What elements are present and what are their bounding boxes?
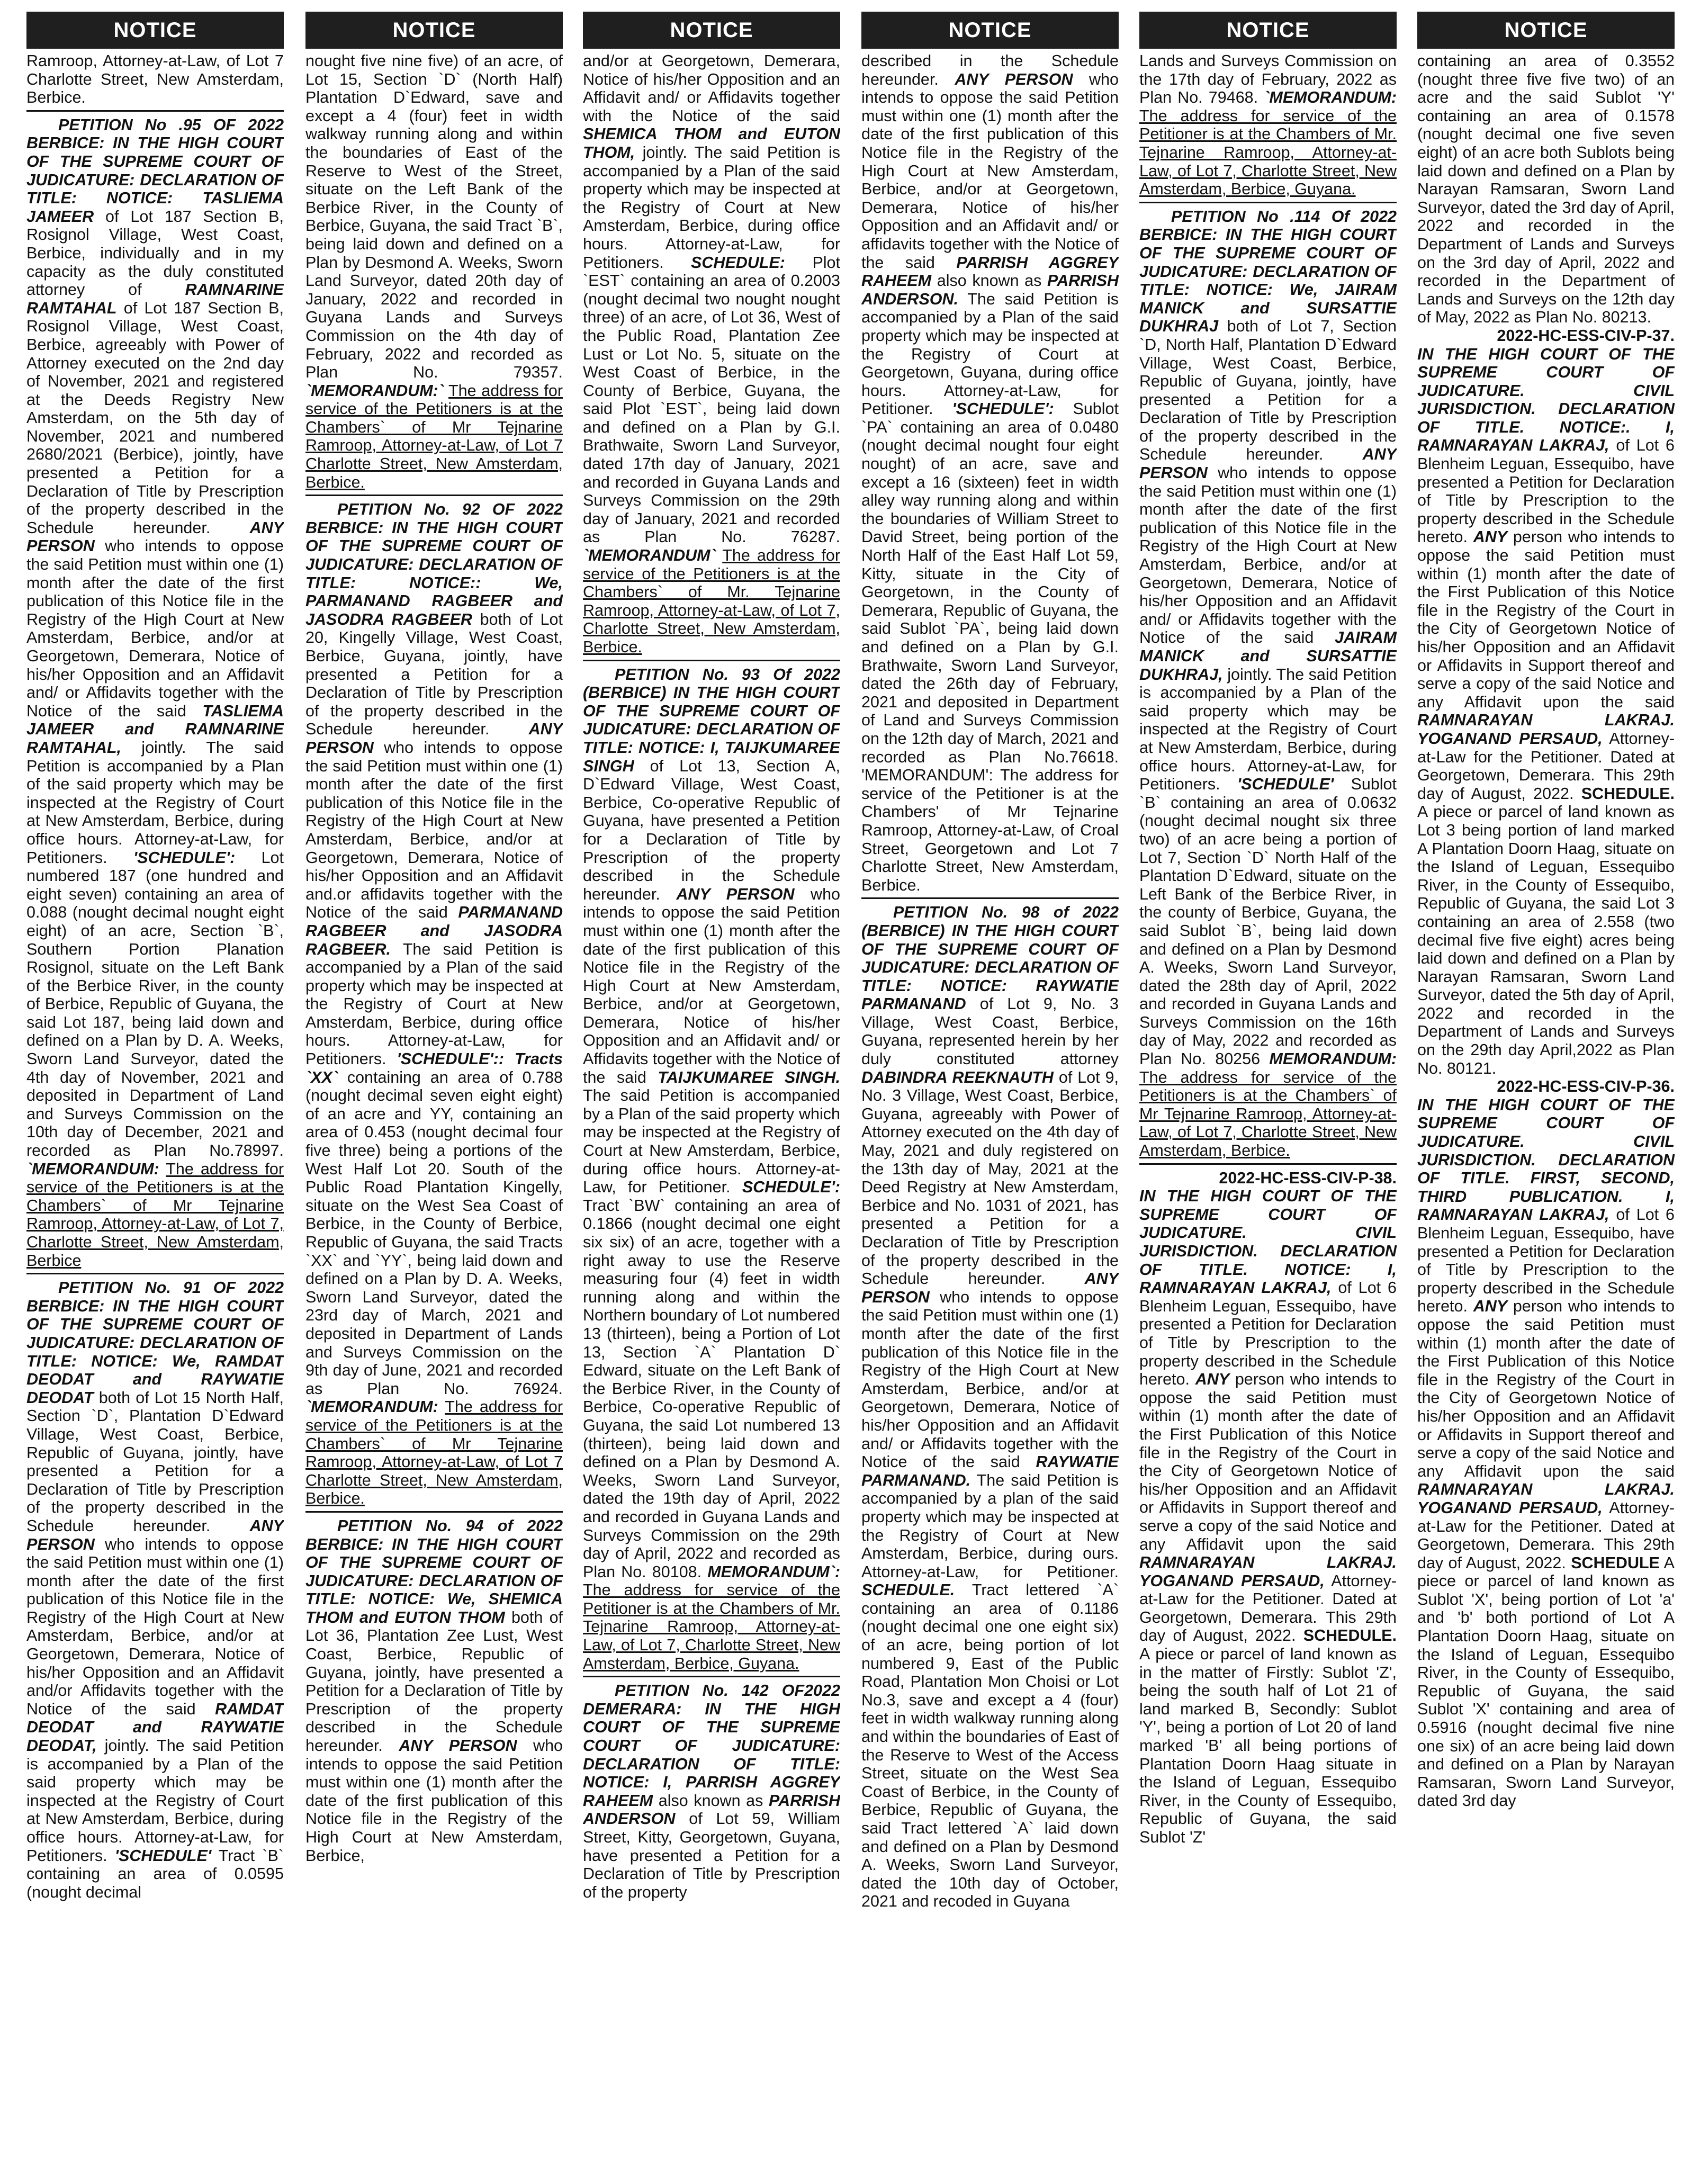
notice-text: who intends to oppose the said Petition must within one (1) month after the date of the first publication of this Notice file in the Registry of the High Court at New Amsterdam, Berbice, and/or at Georgetown, Demerara, Notice of his/her Opposition and an Affidavit and/ or Affidavits together with the Notice of the said — [26, 537, 284, 720]
notice-text: of Lot 59, William Street, Kitty, Georgetown, Guyana, have presented a Petition for a Declaration of Title by Prescription of the property — [583, 1810, 840, 1901]
notice-text: who intends to oppose the said Petition must within one (1) month after the date of the first publication of this Notice file in the Registry of the High Court at New Amsterdam, Berbice, and/or at Georgetown, Demerara, Notice of his/her Opposition and an Affidavit and/ or Affidavits together with the Notice of the said — [1139, 464, 1397, 647]
party-name: RAYWATIE PARMANAND. — [861, 1453, 1119, 1489]
notice-text: both of Lot 7, Section `D, North Half, Plantation D`Edward Village, West Coast, Berbice, Republic of Guyana, jointly, have presented a Petition for a Declaration of Title by Prescription of the property described in the Schedule hereunder. — [1139, 317, 1397, 464]
notice-column-4 — [861, 12, 1119, 2174]
notice-text: nought five nine five) of an acre, of Lot 15, Section `D` (North Half) Plantation D`Edward, save and except a 4 (four) feet in width walkway running along and within the boundaries of East of the Reserve to West of the Street, situate on the Left Bank of the Berbice River, in the County of Berbice, Guyana, the said Tract `B`, being laid down and defined on a Plan by Desmond A. Weeks, Sworn Land Surveyor, dated 20th day of January, 2022 and recorded in Guyana Lands and Surveys Commission on the 4th day of February, 2022 and recorded as Plan No. 79357. — [305, 52, 563, 382]
notice-text: jointly. The said Petition is accompanied by a Plan of the said property which may be inspected at the Registry of Court at New Amsterdam, Berbice, during office hours. Attorney-at-Law, for Petitioners. — [26, 738, 284, 867]
party-name: PARMANAND RAGBEER and JASODRA RAGBEER. — [305, 903, 563, 958]
notice-text: Sublot `B` containing an area of 0.0632 (nought decimal nought six three two) of an acre being a portion of Lot 7, Section `D` North Half of the Plantation D`Edward, situate on the Left Bank of the Berbice River, in the county of Berbice, Guyana, the said Sublot `B`, being laid down and defined on a Plan by Desmond A. Weeks, Sworn Land Surveyor, dated the 28th day of April, 2022 and recorded in Guyana Lands and Surveys Commission on the 16th day of May, 2022 and recorded as Plan No. 80256 — [1139, 775, 1397, 1068]
schedule-label: 'SCHEDULE':: Tracts `XX` — [305, 1050, 563, 1086]
notice-text: Plot `EST` containing an area of 0.2003 (nought decimal two nought nought three) of an acre, of Lot 36, West of the Public Road, Plantation Zee Lust or Lot No. 5, situate on the West Coast of Berbice, in the County of Berbice, Guyana, the said Plot `EST`, being laid down and defined on a Plan by G.I. Brathwaite, Sworn Land Surveyor, dated 17th day of January, 2021 and recorded in Guyana Lands and Surveys Commission on the 29th day of January, 2021 and recorded as Plan No. 76287. — [583, 253, 840, 546]
notice-column-6 — [1417, 12, 1675, 2174]
memorandum-label: `MEMORANDUM: — [305, 1398, 438, 1416]
notice-text: The address for service of the Petitioners is at the Chambers` of Mr Tejnarine Ramroop, Attorney-at-Law, of Lot 7, Charlotte Street, New Amsterdam, Berbice. — [1139, 1068, 1397, 1160]
schedule-label: SCHEDULE': — [742, 1178, 840, 1197]
any-person-label: ANY PERSON — [399, 1737, 517, 1755]
notice-text: who intends to oppose the said Petition must within one (1) month after the date of the first publication of this Notice file in the Registry of the High Court at New Amsterdam, Berbice, and/or at Georgetown, Demerara, Notice of his/her Opposition and an Affidavit and.or affidavits together with the Notice of the said — [305, 738, 563, 922]
notice-text: who intends to oppose the said Petition must within one (1) month after the date of the first publication of this Notice file in the Registry of the High Court at New Amsterdam, Berbice, and/or at Georgetown, Demerara, Notice of his/her Opposition and an Affidavit and/ or affidavits together with the Notice of the said — [861, 70, 1119, 272]
schedule-label: SCHEDULE: — [691, 253, 785, 272]
notice-text: who intends to oppose the said Petition must within one (1) month after the date of the first publication of this Notice file in the Registry of the High Court at New Amsterdam, Berbice, and/or at Georgetown, Demerara, Notice of his/her Opposition and an Affidavit and/ or Affidavits together with the Notice of the said — [861, 1288, 1119, 1471]
notice-text: both of Lot 15 North Half, Section `D`, Plantation D`Edward Village, West Coast, Berbice, Republic of Guyana, jointly, have presented a Petition for a Declaration of Title by Prescription of the property described in the Schedule hereunder. — [26, 1388, 284, 1535]
notice-text: of Lot 187 Section B, Rosignol Village, West Coast, Berbice, agreeably with Power of Attorney executed on the 2nd day of November, 2021 and registered at the Deeds Registry New Amsterdam, on the 5th day of November, 2021 and numbered 2680/2021 (Berbice), jointly, have presented a Petition for a Declaration of Title by Prescription of the property described in the Schedule hereunder. — [26, 299, 284, 537]
notice-text: The address for service of the Petitioners is at the Chambers` of Mr Tejnarine Ramroop, Attorney-at-Law, of Lot 7 Charlotte Street, New Amsterdam, Berbice. — [305, 1398, 563, 1508]
court-heading: IN THE HIGH COURT OF THE SUPREME COURT OF JUDICATURE. CIVIL JURISDICTION. DECLARATION OF TITLE. NOTICE:. I, RAMNARAYAN LAKRAJ, — [1417, 345, 1675, 455]
notice-text: both of Lot 20, Kingelly Village, West Coast, Berbice, Guyana, jointly, have presented a Petition for a Declaration of Title by Prescription of the property described in the Schedule hereunder. — [305, 610, 563, 739]
notice-column-2 — [305, 12, 563, 2174]
any-person-label: ANY PERSON — [26, 1516, 284, 1553]
notice-text: of Lot 9, No. 3 Village, West Coast, Berbice, Guyana, represented herein by her duly constituted attorney — [861, 995, 1119, 1068]
notice-text: A piece or parcel of land known as in the matter of Firstly: Sublot 'Z', being the south half of Lot 21 of land marked B, Secondly: Sublot 'Y', being a portion of Lot 20 of land marked 'B' all being portions of Plantation Doorn Haag situate in the Island of Leguan, Essequibo River, in the County of Essequibo, Republic of Guyana, the said Sublot 'Z' — [1139, 1645, 1397, 1846]
memorandum-label: `MEMORANDUM` — [583, 546, 716, 565]
notice-text: The address for service of the Petitioners is at the Chambers` of Mr Tejnarine Ramroop, Attorney-at-Law, of Lot 7, Charlotte Street, New Amsterdam, Berbice — [26, 1160, 284, 1270]
court-heading: IN THE HIGH COURT OF THE SUPREME COURT OF JUDICATURE. CIVIL JURISDICTION. DECLARATION OF TITLE. NOTICE: I, RAMNARAYAN LAKRAJ, — [1139, 1187, 1397, 1297]
notice-text: containing an area of 0.3552 (nought three five five two) of an acre and the said Sublot 'Y' containing an area of 0.1578 (nought decimal one five seven eight) of an acre both Sublots being laid down and defined on a Plan by Narayan Ramsaran, Sworn Land Surveyor, dated the 3rd day of April, 2022 and recorded in the Department of Lands and Surveys on the 3rd day of April, 2022 and recorded in the Department of Lands and Surveys on the 12th day of May, 2022 as Plan No. 80213. — [1417, 52, 1675, 327]
schedule-label: SCHEDULE. — [1303, 1626, 1397, 1645]
memorandum-label: `MEMORANDUM: — [1264, 88, 1397, 107]
party-name: JAIRAM MANICK and SURSATTIE DUKHRAJ, — [1139, 628, 1397, 684]
case-number: 2022-HC-ESS-CIV-P-36. — [1497, 1077, 1675, 1096]
notice-text: Sublot `PA` containing an area of 0.0480 (nought decimal nought four eight nought) of an acre, save and except a 16 (sixteen) feet in width alley way running along and within the boundaries of William Street to David Street, being portion of the North Half of the East Half Lot 59, Kitty, situate in the City of Georgetown, in the County of Demerara, Republic of Guyana, the said Sublot `PA`, being laid down and defined on a Plan by G.I. Brathwaite, Sworn Land Surveyor, dated the 26th day of February, 2021 and deposited in Department of Land and Surveys Commission on the 12th day of March, 2021 and recorded as Plan No.76618. 'MEMORANDUM': The address for service of the Petitioner is at the Chambers' of Mr Tejnarine Ramroop, Attorney-at-Law, of Croal Street, Georgetown and Lot 7 Charlotte Street, New Amsterdam, Berbice. — [861, 400, 1119, 894]
party-name: DABINDRA REEKNAUTH — [861, 1068, 1054, 1086]
any-person-label: ANY PERSON — [676, 885, 795, 903]
case-number: 2022-HC-ESS-CIV-P-37. — [1497, 326, 1675, 345]
party-name: RAMNARINE RAMTAHAL — [26, 281, 284, 317]
petition-heading: PETITION No. 142 OF2022 DEMERARA: IN THE HIGH COURT OF THE SUPREME COURT OF JUDICATURE: DECLARATION OF TITLE: NOTICE: I, PARRISH AGGREY RAHEEM — [583, 1682, 840, 1810]
schedule-label: 'SCHEDULE': — [952, 400, 1054, 418]
notice-text: containing an area of 0.788 (nought decimal seven eight eight) of an acre and YY, containing an area of 0.453 (nought decimal four five three) being a portions of the West Half Lot 20. South of the Public Road Plantation Kingelly, situate on the West Sea Coast of Berbice, in the County of Berbice, Republic of Guyana, the said Tracts `XX` and `YY`, being laid down and defined on a Plan by D. A. Weeks, Sworn Land Surveyor, dated the 23rd day of March, 2021 and deposited in Department of Lands and Surveys Commission on the 9th day of June, 2021 and recorded as Plan No. 76924. — [305, 1068, 563, 1398]
column-header: NOTICE — [583, 12, 840, 49]
column-body — [1417, 52, 1675, 1810]
any-person-label: ANY — [1473, 528, 1508, 546]
notice-text: Lot numbered 187 (one hundred and eight seven) containing an area of 0.088 (nought decimal nought eight eight) of an acre, Section `B`, Southern Portion Planation Rosignol, situate on the Left Bank of the Berbice River, in the county of Berbice, Republic of Guyana, the said Lot 187, being laid down and defined on a Plan by D. A. Weeks, Sworn Land Surveyor, dated the 4th day of November, 2021 and deposited in Department of Land and Surveys Commission on the 10th day of December, 2021 and recorded as Plan No.78997. — [26, 848, 284, 1160]
notice-text: jointly. The said Petition is accompanied by a Plan of the said property which may be inspected at the Registry of Court at New Amsterdam, Berbice, during office hours. Attorney-at-Law, for Petitioners. — [583, 143, 840, 272]
notice-text: of Lot 6 Blenheim Leguan, Essequibo, have presented a Petition for Declaration of Title by Prescription to the property described in the Schedule hereto. — [1417, 1206, 1675, 1316]
notice-column-5 — [1139, 12, 1397, 2174]
any-person-label: ANY PERSON — [1139, 445, 1397, 482]
notice-text: The address for service of the Petitioner is at the Chambers of Mr. Tejnarine Ramroop, Attorney-at-Law, of Lot 7, Charlotte Street, New Amsterdam, Berbice, Guyana. — [1139, 106, 1397, 199]
notice-text: The said Petition is accompanied by a Plan of the said property which may be inspected at the Registry of Court at New Amsterdam, Berbice, during office hours. Attorney-at-Law, for Petitioners. — [305, 940, 563, 1068]
separator-rule — [1139, 202, 1397, 203]
notice-text: who intends to oppose the said Petition must within one (1) month after the date of the first publication of this Notice file in the Registry of the High Court at New Amsterdam, Berbice, — [305, 1737, 563, 1865]
memorandum-label: `MEMORANDUM: — [26, 1160, 159, 1178]
memorandum-label: MEMORANDUM`: — [707, 1562, 840, 1581]
notice-text: A piece or parcel of land known as Lot 3 being portion of land marked A Plantation Doorn Haag, situate on the Island of Leguan, Essequibo River, in the County of Essequibo, Republic of Guyana, the said Lot 3 containing an area of 2.558 (two decimal five five eight) acres being laid down and defined on a Plan by Narayan Ramsaran, Sworn Land Surveyor, dated the 5th day of April, 2022 and recorded in the Department of Lands and Surveys on the 29th day April,2022 as Plan No. 80121. — [1417, 803, 1675, 1077]
notice-text: Attorney-at-Law for the Petitioner. Dated at Georgetown, Demerara. This 29th day of August, 2022. — [1417, 729, 1675, 803]
column-body — [583, 52, 840, 1901]
party-name: PARRISH ANDERSON — [583, 1791, 840, 1828]
notice-text: jointly. The said Petition is accompanied by a Plan of the said property which may be inspected at the Registry of Court at New Amsterdam, Berbice, during office hours. Attorney-at-Law, for Petitioners. — [26, 1737, 284, 1865]
notice-text: The address for service of the Petitioners is at the Chambers` of Mr. Tejnarine Ramroop, Attorney-at-Law, of Lot 7, Charlotte Street, New Amsterdam, Berbice. — [583, 546, 840, 656]
schedule-label: 'SCHEDULE': — [133, 848, 236, 867]
column-body — [305, 52, 563, 1865]
notice-text: who intends to oppose the said Petition must within one (1) month after the date of the first publication of this Notice file in the Registry of the High Court at New Amsterdam, Berbice, and/or at Georgetown, Demerara, Notice of his/her Opposition and an Affidavit and/or Affidavits together with the Notice of the said — [26, 1535, 284, 1718]
notice-text: Tract `B` containing an area of 0.0595 (nought decimal — [26, 1846, 284, 1901]
notice-column-1 — [26, 12, 284, 2174]
schedule-label: 'SCHEDULE' — [114, 1846, 212, 1865]
notice-text: who intends to oppose the said Petition must within one (1) month after the date of the first publication of this Notice file in the Registry of the High Court at New Amsterdam, Berbice, and/or at Georgetown, Demerara, Notice of his/her Opposition and an Affidavit and/ or Affidavits together with the Notice of the said — [583, 885, 840, 1086]
notice-text: A piece or parcel of land known as Sublot 'X', being portion of Lot 'a' and 'b' both portiond of Lot A Plantation Doorn Haag, situate on the Island of Leguan, Essequibo River, in the County of Essequibo, Republic of Guyana, the said Sublot 'X' containing and area of 0.5916 (nought decimal five nine one six) of an acre being laid down and defined on a Plan by Narayan Ramsaran, Sworn Land Surveyor, dated 3rd day — [1417, 1553, 1675, 1810]
separator-rule — [26, 1273, 284, 1274]
column-header: NOTICE — [26, 12, 284, 49]
separator-rule — [583, 1676, 840, 1677]
notice-text: jointly. The said Petition is accompanied by a Plan of the said property which may be inspected at the Registry of Court at New Amsterdam, Berbice, during office hours. Attorney-at-Law, for Petitioners. — [1139, 665, 1397, 794]
party-name: RAMNARAYAN LAKRAJ. YOGANAND PERSAUD, — [1417, 711, 1675, 748]
party-name: RAMDAT DEODAT and RAYWATIE DEODAT, — [26, 1700, 284, 1755]
petition-heading: PETITION No. 94 of 2022 BERBICE: IN THE HIGH COURT OF THE SUPREME COURT OF JUDICATURE: DECLARATION OF TITLE: NOTICE: We, SHEMICA THOM and EUTON THOM — [305, 1516, 563, 1626]
notice-text: of Lot 6 Blenheim Leguan, Essequibo, have presented a Petition for Declaration of Title by Prescription to the property described in the Schedule hereto. — [1417, 436, 1675, 546]
notice-text: person who intends to oppose the said Petition must within (1) month after the date of the First Publication of this Notice file in the Registry of the Court in the City of Georgetown Notice of his/her Opposition and an Affidavit or Affidavits in Support thereof and serve a copy of the said Notice and any Affidavit upon the said — [1139, 1370, 1397, 1553]
schedule-label: 'SCHEDULE' — [1237, 775, 1334, 794]
column-header: NOTICE — [1417, 12, 1675, 49]
notice-text: Attorney-at-Law for the Petitioner. Dated at Georgetown, Demerara. This 29th day of August, 2022. — [1139, 1571, 1397, 1645]
any-person-label: ANY PERSON — [861, 1270, 1119, 1306]
party-name: TAIJKUMAREE SINGH. — [658, 1068, 840, 1086]
column-body — [861, 52, 1119, 1911]
petition-heading: PETITION No .114 Of 2022 BERBICE: IN THE HIGH COURT OF THE SUPREME COURT OF JUDICATURE: DECLARATION OF TITLE: NOTICE: We, JAIRAM MANICK and SURSATTIE DUKHRAJ — [1139, 207, 1397, 336]
any-person-label: ANY PERSON — [955, 70, 1073, 88]
petition-heading: PETITION No. 98 of 2022 (BERBICE) IN THE HIGH COURT OF THE SUPREME COURT OF JUDICATURE: DECLARATION OF TITLE: NOTICE: RAYWATIE PARMANAND — [861, 903, 1119, 1013]
party-name: RAMNARAYAN LAKRAJ. YOGANAND PERSAUD, — [1417, 1480, 1675, 1517]
column-header: NOTICE — [305, 12, 563, 49]
notice-column-3 — [583, 12, 840, 2174]
notice-text: also known as — [658, 1791, 763, 1810]
any-person-label: ANY PERSON — [305, 720, 563, 757]
notice-text: of Lot 9, No. 3 Village, West Coast, Berbice, Guyana, agreeably with Power of Attorney executed on the 4th day of May, 2021 and duly registered on the 13th day of May, 2021 at the Deed Registry at New Amsterdam, Berbice and No. 1031 of 2021, has presented a Petition for a Declaration of Title by Prescription of the property described in the Schedule hereunder. — [861, 1068, 1119, 1288]
notice-text: Tract lettered `A` containing an area of 0.1186 (nought decimal one one eight six) of an acre, being portion of lot numbered 9, East of the Public Road, Plantation Mon Choisi or Lot No.3, save and except a 4 (four) feet in width walkway running along and within the boundaries of East of the Reserve to West of the Access Street, situate on the West Sea Coast of Berbice, in the County of Berbice, Republic of Guyana, the said Tract lettered `A` laid down and defined on a Plan by Desmond A. Weeks, Sworn Land Surveyor, dated the 10th day of October, 2021 and recoded in Guyana — [861, 1581, 1119, 1911]
separator-rule — [861, 897, 1119, 899]
party-name: TASLIEMA JAMEER and RAMNARINE RAMTAHAL, — [26, 702, 284, 757]
schedule-label: SCHEDULE. — [1581, 784, 1675, 803]
notice-text: of Lot 187 Section B, Rosignol Village, West Coast, Berbice, individually and in my capacity as the duly constituted attorney of — [26, 207, 284, 299]
column-body — [26, 52, 284, 1901]
petition-heading: PETITION No .95 OF 2022 BERBICE: IN THE HIGH COURT OF THE SUPREME COURT OF JUDICATURE: DECLARATION OF TITLE: NOTICE: TASLIEMA JAMEER — [26, 115, 284, 226]
party-name: RAMNARAYAN LAKRAJ. YOGANAND PERSAUD, — [1139, 1553, 1397, 1590]
notice-text: person who intends to oppose the said Petition must within (1) month after the date of the First Publication of this Notice file in the Registry of the Court in the City of Georgetown Notice of his/her Opposition and an Affidavit or Affidavits in Support thereof and serve a copy of the said Notice and any Affidavit upon the said — [1417, 528, 1675, 711]
petition-heading: PETITION No. 92 OF 2022 BERBICE: IN THE HIGH COURT OF THE SUPREME COURT OF JUDICATURE: DECLARATION OF TITLE: NOTICE:: We, PARMANAND RAGBEER and JASODRA RAGBEER — [305, 500, 563, 628]
any-person-label: ANY — [1473, 1297, 1508, 1316]
notice-text: and/or at Georgetown, Demerara, Notice of his/her Opposition and an Affidavit and/ or Affidavits together with the Notice of the said — [583, 52, 840, 125]
memorandum-label: MEMORANDUM: — [1269, 1050, 1397, 1068]
separator-rule — [305, 495, 563, 496]
any-person-label: ANY PERSON — [26, 518, 284, 555]
notice-text: Tract `BW` containing an area of 0.1866 (nought decimal one eight six six) of an acre, together with a right away to use the Reserve measuring four (4) feet in width running along and within the Northern boundary of Lot numbered 13 (thirteen), being a Portion of Lot 13, Section `A` Plantation D` Edward, situate on the Left Bank of the Berbice River, in the County of Berbice, Co-operative Republic of Guyana, the said Lot numbered 13 (thirteen), being laid down and defined on a Plan by Desmond A. Weeks, Sworn Land Surveyor, dated the 19th day of April, 2022 and recorded in Guyana Lands and Surveys Commission on the 29th day of April, 2022 and recorded as Plan No. 80108. — [583, 1196, 840, 1581]
party-name: SHEMICA THOM and EUTON THOM, — [583, 125, 840, 161]
notice-text: described in the Schedule hereunder. — [861, 52, 1119, 88]
notice-text: The said Petition is accompanied by a Plan of the said property which may be inspected at the Registry of Court at New Amsterdam, Berbice, during office hours. Attorney-at-Law, for Petitioner. — [583, 1086, 840, 1197]
memorandum-label: `MEMORANDUM:` — [305, 381, 444, 400]
notice-text: Lands and Surveys Commission on the 17th day of February, 2022 as Plan No. 79468. — [1139, 52, 1397, 107]
petition-heading: PETITION No. 93 Of 2022 (BERBICE) IN THE HIGH COURT OF THE SUPREME COURT OF JUDICATURE: DECLARATION OF TITLE: NOTICE: I, TAIJKUMAREE SINGH — [583, 665, 840, 775]
notice-text: of Lot 13, Section A, D`Edward Village, West Coast, Berbice, Co-operative Republic of Guyana, have presented a Petition for a Declaration of Title by Prescription of the property described in the Schedule hereunder. — [583, 757, 840, 903]
notice-text: of Lot 6 Blenheim Leguan, Essequibo, have presented a Petition for Declaration of Title by Prescription to the property described in the Schedule hereto. — [1139, 1279, 1397, 1389]
any-person-label: ANY — [1195, 1370, 1230, 1389]
column-header: NOTICE — [861, 12, 1119, 49]
party-name: PARRISH AGGREY RAHEEM — [861, 253, 1119, 290]
party-name: PARRISH ANDERSON. — [861, 272, 1119, 308]
notice-text: The address for service of the Petitioner is at the Chambers of Mr. Tejnarine Ramroop, Attorney-at-Law, of Lot 7, Charlotte Street, New Amsterdam, Berbice, Guyana. — [583, 1581, 840, 1673]
separator-rule — [305, 1511, 563, 1513]
petition-heading: PETITION No. 91 OF 2022 BERBICE: IN THE HIGH COURT OF THE SUPREME COURT OF JUDICATURE: DECLARATION OF TITLE: NOTICE: We, RAMDAT DEODAT and RAYWATIE DEODAT — [26, 1279, 284, 1407]
notice-text: Attorney-at-Law for the Petitioner. Dated at Georgetown, Demerara. This 29th day of August, 2022. — [1417, 1498, 1675, 1572]
column-body — [1139, 52, 1397, 1847]
notice-text: The said Petition is accompanied by a Plan of the said property which may be inspected at the Registry of Court at Georgetown, Guyana, during office hours. Attorney-at-Law, for Petitioner. — [861, 290, 1119, 418]
notice-text: person who intends to oppose the said Petition must within (1) month after the date of the First Publication of this Notice file in the Registry of the Court in the City of Georgetown Notice of his/her Opposition and an Affidavit or Affidavits in Support thereof and serve a copy of the said Notice and any Affidavit upon the said — [1417, 1297, 1675, 1480]
separator-rule — [583, 660, 840, 661]
schedule-label: SCHEDULE — [1571, 1553, 1660, 1572]
separator-rule — [1139, 1163, 1397, 1165]
notice-text: also known as — [937, 272, 1042, 290]
column-header: NOTICE — [1139, 12, 1397, 49]
notice-text: The address for service of the Petitioners is at the Chambers` of Mr Tejnarine Ramroop, Attorney-at-Law, of Lot 7 Charlotte Street, New Amsterdam, Berbice. — [305, 381, 563, 491]
notice-text: Ramroop, Attorney-at-Law, of Lot 7 Charlotte Street, New Amsterdam, Berbice. — [26, 52, 284, 107]
court-heading: IN THE HIGH COURT OF THE SUPREME COURT OF JUDICATURE. CIVIL JURISDICTION. DECLARATION OF TITLE. FIRST, SECOND, THIRD PUBLICATION. I, RAMNARAYAN LAKRAJ, — [1417, 1095, 1675, 1224]
notice-text: The said Petition is accompanied by a plan of the said property which may be inspected at the Registry of Court at New Amsterdam, Berbice, during ours. Attorney-at-Law, for Petitioner. — [861, 1471, 1119, 1581]
case-number: 2022-HC-ESS-CIV-P-38. — [1219, 1169, 1397, 1187]
schedule-label: SCHEDULE. — [861, 1581, 955, 1599]
separator-rule — [26, 110, 284, 112]
notice-text: both of Lot 36, Plantation Zee Lust, West Coast, Berbice, Republic of Guyana, jointly, have presented a Petition for a Declaration of Title by Prescription of the property described in the Schedule hereunder. — [305, 1608, 563, 1755]
